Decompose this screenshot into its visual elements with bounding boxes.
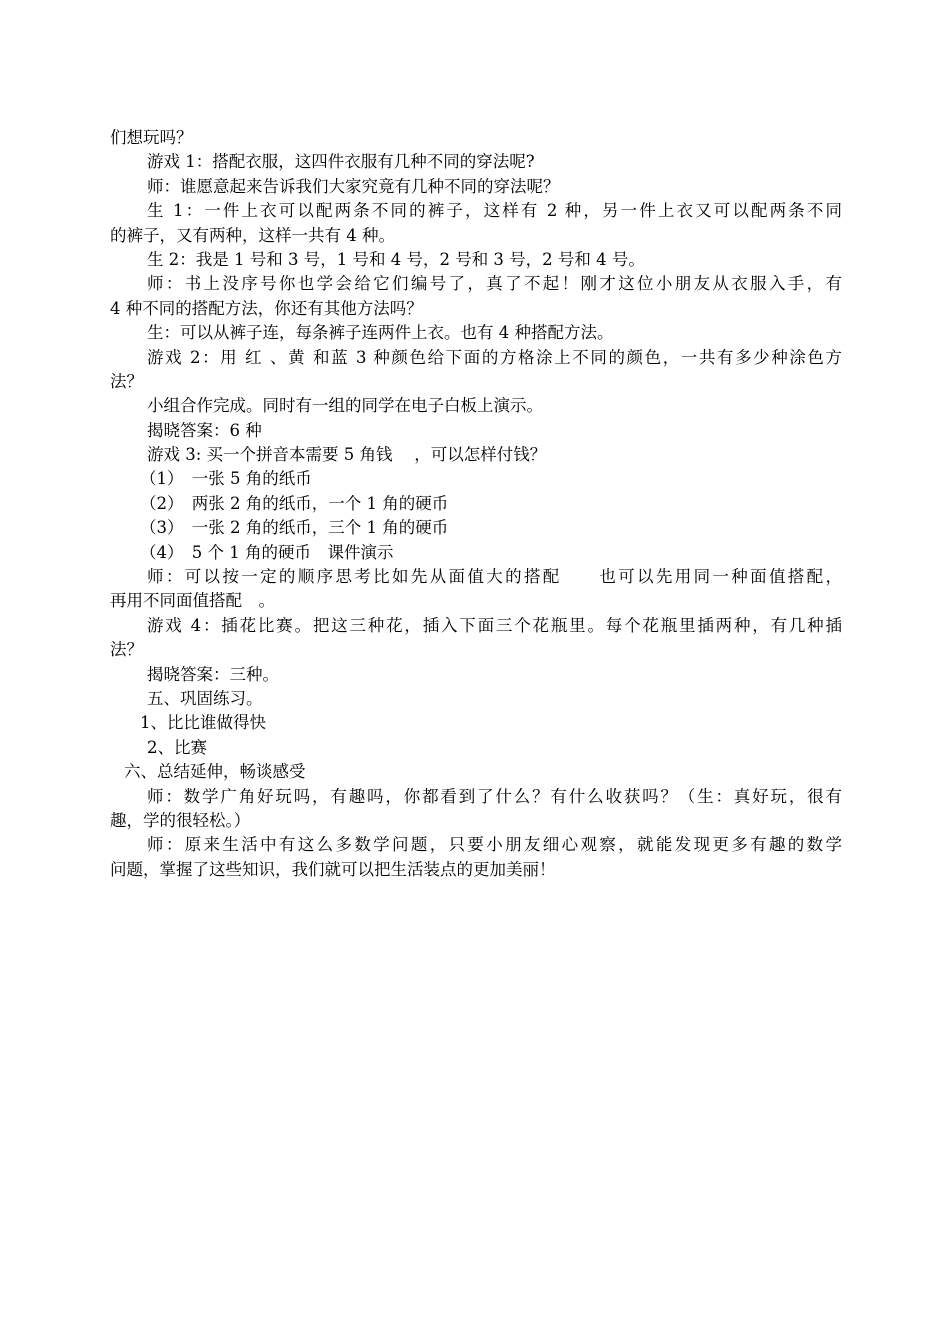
list-item: （1） 一张 5 角的纸币 bbox=[140, 469, 312, 489]
paragraph-line: 的裤子，又有两种，这样一共有 4 种。 bbox=[110, 225, 395, 245]
list-item: （3） 一张 2 角的纸币，三个 1 角的硬币 bbox=[140, 518, 449, 538]
list-item: （2） 两张 2 角的纸币，一个 1 角的硬币 bbox=[140, 493, 449, 513]
list-item: （4） 5 个 1 角的硬币 课件演示 bbox=[140, 542, 394, 562]
paragraph-line: 小组合作完成。同时有一组的同学在电子白板上演示。 bbox=[147, 396, 543, 416]
paragraph-line: 法？ bbox=[110, 640, 143, 660]
paragraph-line: 法？ bbox=[110, 371, 143, 391]
list-item: 2、比赛 bbox=[147, 737, 207, 757]
paragraph-line: 生 1：一件上衣可以配两条不同的裤子，这样有 2 种，另一件上衣又可以配两条不同 bbox=[147, 201, 842, 221]
paragraph-line: 师：书上没序号你也学会给它们编号了，真了不起！刚才这位小朋友从衣服入手，有 bbox=[147, 274, 842, 294]
game4-heading: 游戏 4：插花比赛。把这三种花，插入下面三个花瓶里。每个花瓶里插两种，有几种插 bbox=[147, 615, 842, 635]
paragraph-line: 师：可以按一定的顺序思考比如先从面值大的搭配 也可以先用同一种面值搭配， bbox=[147, 567, 842, 587]
paragraph-line: 问题，掌握了这些知识，我们就可以把生活装点的更加美丽！ bbox=[110, 859, 556, 879]
paragraph-line: 们想玩吗？ bbox=[110, 128, 193, 147]
paragraph-line: 生 2：我是 1 号和 3 号，1 号和 4 号，2 号和 3 号，2 号和 4 号。 bbox=[147, 249, 645, 269]
game1-heading: 游戏 1：搭配衣服，这四件衣服有几种不同的穿法呢? bbox=[147, 152, 535, 172]
answer-line: 揭晓答案：6 种 bbox=[147, 420, 262, 440]
document-body bbox=[110, 126, 842, 882]
section-heading: 六、总结延伸，畅谈感受 bbox=[124, 762, 306, 782]
paragraph-line: 师：原来生活中有这么多数学问题，只要小朋友细心观察，就能发现更多有趣的数学 bbox=[147, 835, 842, 855]
section-heading: 五、巩固练习。 bbox=[147, 688, 263, 708]
paragraph-line: 4 种不同的搭配方法，你还有其他方法吗？ bbox=[110, 298, 423, 318]
paragraph-line: 再用不同面值搭配 。 bbox=[110, 591, 275, 611]
paragraph-line: 师：数学广角好玩吗，有趣吗，你都看到了什么？有什么收获吗？（生：真好玩，很有 bbox=[147, 786, 842, 806]
game2-heading: 游戏 2：用 红 、黄 和蓝 3 种颜色给下面的方格涂上不同的颜色，一共有多少种涂色方 bbox=[147, 347, 842, 367]
game3-heading: 游戏 3: 买一个拼音本需要 5 角钱 ，可以怎样付钱？ bbox=[147, 445, 547, 465]
paragraph-line: 生：可以从裤子连，每条裤子连两件上衣。也有 4 种搭配方法。 bbox=[147, 323, 614, 343]
paragraph-line: 师：谁愿意起来告诉我们大家究竟有几种不同的穿法呢？ bbox=[147, 176, 560, 196]
paragraph-line: 趣，学的很轻松。） bbox=[110, 810, 251, 830]
list-item: 1、比比谁做得快 bbox=[140, 713, 266, 733]
answer-line: 揭晓答案：三种。 bbox=[147, 664, 279, 684]
